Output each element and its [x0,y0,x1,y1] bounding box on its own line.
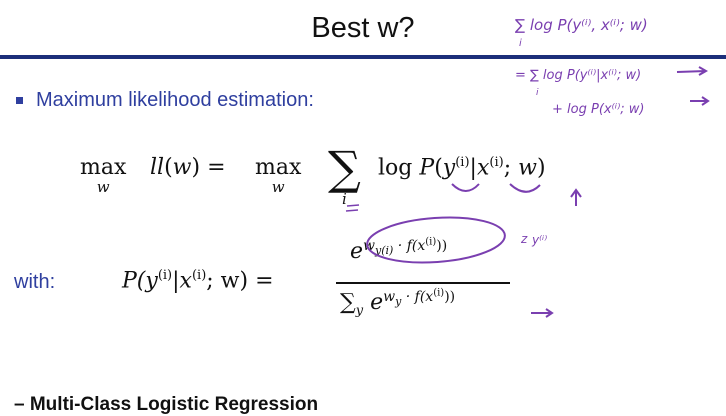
ink-circle-exponent [366,213,507,267]
lhs-sup1: (i) [157,268,173,283]
den-exp-rest: · f(x [401,288,434,305]
ink-line1-sub: i [519,38,522,49]
ink-arrow-2 [690,97,708,105]
sum-symbol: ∑ [328,141,361,195]
ll-lparen: ( [164,155,173,180]
ink-smile-x [510,184,540,192]
den-e: e [370,289,384,315]
ll-rparen-eq: ) = [191,155,226,180]
ink-note-z: z [521,232,528,246]
prob-x-sup: (i) [489,155,504,170]
prob-x: x [476,155,490,181]
max-right-label: max [255,155,302,180]
with-label: with: [14,271,56,293]
prob-close: ) [536,155,546,181]
max-left-label: max [80,155,127,180]
lhs-end: ; w) = [206,268,274,294]
prob-open: ( [434,155,443,181]
ink-underline-i [346,205,359,211]
ink-smile-y [452,184,479,191]
sum-index: i [342,190,347,208]
log-label: log [378,155,413,181]
ink-arrow-1 [677,67,706,75]
den-exp-w: w [383,288,396,305]
prob-y-sup: (i) [455,155,470,170]
section-dash: – [14,394,30,415]
ink-note-y: y⁽ⁱ⁾ [532,233,548,247]
ll-symbol: ll [150,155,165,180]
lhs-mid: |x [172,268,192,294]
ll-w: w [172,155,192,180]
den-sub: y [355,303,364,319]
prob-w: w [518,155,537,181]
ink-line1: ∑ log P(y⁽ⁱ⁾, x⁽ⁱ⁾; w) [515,16,648,34]
max-left-under: w [96,178,110,196]
ink-arrow-3 [531,309,552,317]
ink-line3: + log P(x⁽ⁱ⁾; w) [552,102,645,117]
num-exp-sub: y(i) [375,243,394,257]
num-exp-close: )) [436,237,448,254]
ink-arrow-up [571,190,581,206]
ink-line2-sub: i [536,88,539,98]
prob-P: P [419,155,435,181]
den-sigma: ∑ [340,289,356,315]
section-heading-text: Multi-Class Logistic Regression [29,394,319,415]
den-exp-close: )) [444,288,456,305]
num-exp-rest: · f(x [393,237,426,254]
lhs-sup2: (i) [191,268,207,283]
num-exp-w: w [363,237,376,254]
bullet-text: Maximum likelihood estimation: [36,89,314,111]
num-exp-sup: (i) [425,236,437,247]
section-heading [14,394,318,416]
prob-bar: | [469,155,477,181]
lhs-open: P(y [122,268,158,294]
slide-title: Best w? [311,12,415,44]
num-e: e [350,238,364,264]
prob-y: y [442,155,456,181]
max-right-under: w [271,178,285,196]
ink-line2: = ∑ log P(y⁽ⁱ⁾|x⁽ⁱ⁾; w) [515,68,642,83]
den-exp-sub: y [395,294,402,308]
den-exp-sup: (i) [433,287,445,298]
prob-semicolon: ; [503,155,512,181]
